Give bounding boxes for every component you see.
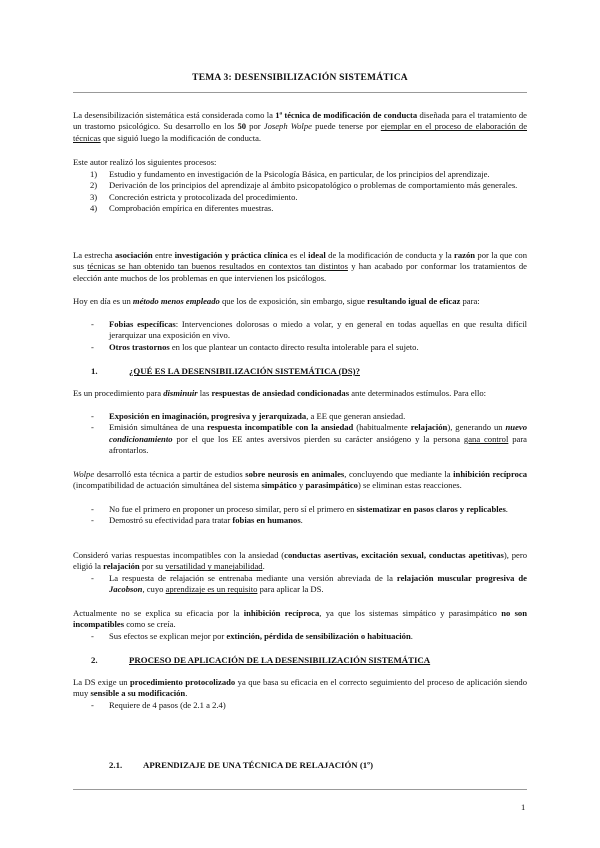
section-1-heading: 1. ¿QUÉ ES LA DESENSIBILIZACIÓN SISTEMÁTICA (DS)?	[91, 366, 360, 376]
section-2-paragraph: La DS exige un procedimiento protocolizado ya que basa su eficacia en el correcto seguimiento del proceso de aplicación siendo muy sensible a su modificación.	[73, 677, 527, 699]
list-item: - Otros trastornos en los que plantear un contacto directo resulta intolerable para el sujeto.	[91, 341, 419, 352]
list-item: - Requiere de 4 pasos (de 2.1 a 2.4)	[91, 700, 226, 710]
today-paragraph: Hoy en día es un método menos empleado que los de exposición, sin embargo, sigue resultando igual de eficaz para:	[73, 296, 480, 306]
section-1-list	[73, 411, 527, 457]
processes-list	[73, 169, 527, 215]
currently-list	[73, 631, 527, 642]
section-2-heading: 2. PROCESO DE APLICACIÓN DE LA DESENSIBILIZACIÓN SISTEMÁTICA	[91, 655, 431, 665]
intro-paragraph: La desensibilización sistemática está considerada como la 1ª técnica de modificación de conducta diseñada para el tratamiento de un trastorno psicológico. Su desarrollo en los 50 por Joseph Wolpe puede tenerse por ejemplar en el proceso de elaboración de técnicas que siguió luego la modificación de conducta.	[73, 110, 528, 143]
wolpe-list	[73, 504, 527, 527]
considered-paragraph: Consideró varias respuestas incompatibles con la ansiedad (conductas asertivas, excitación sexual, conductas apetitivas), pero eligió la relajación por su versatilidad y manejabilidad.	[73, 550, 528, 572]
wolpe-paragraph: Wolpe desarrolló esta técnica a partir de estudios sobre neurosis en animales, concluyendo que mediante la inhibición recíproca (incompatibilidad de actuación simultánea del sistema simpático y parasimpático) se eliminan estas reacciones.	[73, 469, 528, 491]
title-underline	[73, 92, 527, 93]
list-item: 2) Derivación de los principios del aprendizaje al ámbito psicopatológico o problemas de comportamiento más generales.	[90, 180, 518, 191]
currently-paragraph: Actualmente no se explica su eficacia por la inhibición recíproca, ya que los sistemas simpático y parasimpático no son incompatibles como se creía.	[73, 608, 527, 630]
list-item: 1) Estudio y fundamento en investigación de la Psicología Básica, en particular, de los principios del aprendizaje.	[90, 169, 490, 179]
processes-intro: Este autor realizó los siguientes procesos:	[73, 157, 217, 167]
list-item: - Exposición en imaginación, progresiva y jerarquizada, a EE que generan ansiedad.	[91, 411, 406, 421]
list-item: - Emisión simultánea de una respuesta incompatible con la ansiedad (habitualmente relajación), generando un nuevo condicionamiento por el que los EE antes aversivos pierden su carácter ansiógeno y la persona gana control para afrontarlos.	[91, 422, 527, 456]
list-item: - La respuesta de relajación se entrenaba mediante una versión abreviada de la relajación muscular progresiva de Jacobson, cuyo aprendizaje es un requisito para aplicar la DS.	[91, 573, 527, 595]
considered-list	[73, 573, 527, 596]
footer-rule	[73, 789, 527, 790]
list-item: - Fobias específicas: Intervenciones dolorosas o miedo a volar, y en general en todas aquellas en que resulta difícil jerarquizar una exposición en vivo.	[91, 319, 527, 341]
section-1-paragraph: Es un procedimiento para disminuir las respuestas de ansiedad condicionadas ante determinados estímulos. Para ello:	[73, 388, 487, 398]
list-item: 3) Concreción estricta y protocolizada del procedimiento.	[90, 191, 298, 202]
section-2-list	[73, 700, 527, 711]
list-item: - Sus efectos se explican mejor por extinción, pérdida de sensibilización o habituación.	[91, 631, 413, 641]
document-title: TEMA 3: DESENSIBILIZACIÓN SISTEMÁTICA	[192, 73, 408, 83]
list-item: - No fue el primero en proponer un proceso similar, pero sí el primero en sistematizar en pasos claros y replicables.	[91, 504, 508, 514]
list-item: - Demostró su efectividad para tratar fobias en humanos.	[91, 515, 303, 526]
association-paragraph: La estrecha asociación entre investigación y práctica clínica es el ideal de la modificación de conducta y la razón por la que con sus técnicas se han obtenido tan buenos resultados en contextos tan distintos y han acabado por conformar los tratamientos de elección ante muchos de los problemas en que intervienen los psicólogos.	[73, 250, 527, 283]
today-list	[73, 319, 527, 353]
page-number: 1	[521, 802, 526, 812]
list-item: 4) Comprobación empírica en diferentes muestras.	[90, 203, 274, 214]
section-2-1-heading: 2.1. APRENDIZAJE DE UNA TÉCNICA DE RELAJACIÓN (1º)	[109, 760, 374, 770]
